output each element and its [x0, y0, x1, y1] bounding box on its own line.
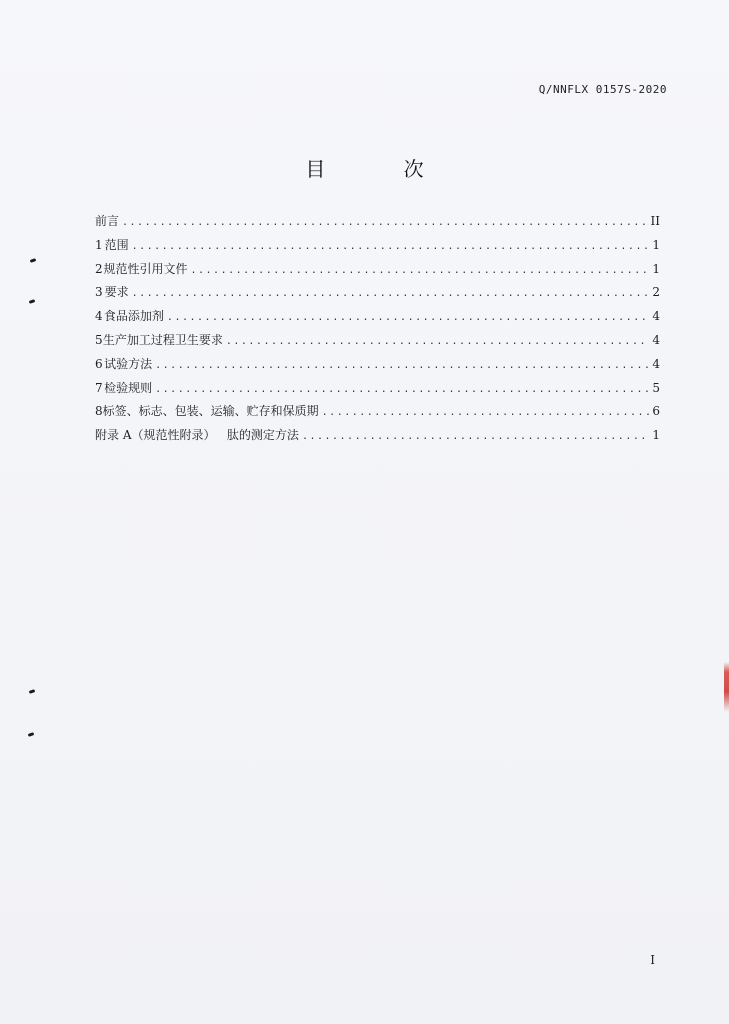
toc-entry-label: 范围	[104, 237, 129, 252]
binding-hole-mark	[28, 732, 35, 737]
toc-entry-requirements[interactable]	[95, 281, 660, 305]
toc-entry-page: 2	[652, 285, 660, 300]
toc-entry-label: 试验方法	[104, 356, 153, 371]
toc-entry-label: 食品添加剂	[103, 309, 164, 324]
toc-entry-inspection-rules[interactable]	[95, 377, 660, 401]
toc-leader-dots	[167, 306, 649, 330]
toc-leader-dots	[302, 425, 649, 449]
toc-entry-page: 6	[652, 404, 660, 419]
toc-leader-dots	[155, 378, 649, 402]
toc-entry-page: 1	[652, 237, 660, 252]
toc-entry-foreword[interactable]	[95, 210, 660, 234]
toc-entry-labeling-packaging[interactable]	[95, 400, 660, 424]
toc-entry-food-additives[interactable]	[95, 305, 660, 329]
binding-hole-mark	[29, 299, 36, 304]
toc-leader-dots	[132, 235, 650, 259]
binding-hole-mark	[29, 689, 36, 694]
toc-entry-number: 5	[95, 332, 103, 347]
toc-entry-hygiene-requirements[interactable]	[95, 329, 660, 353]
toc-entry-test-methods[interactable]	[95, 353, 660, 377]
toc-entry-label: 规范性引用文件	[103, 261, 188, 276]
toc-entry-appendix-a[interactable]	[95, 424, 660, 448]
toc-entry-label: 前言	[95, 214, 120, 228]
page-title: 目 次	[305, 157, 460, 181]
toc-entry-number: 3	[95, 285, 103, 300]
toc-entry-number: 1	[95, 237, 103, 252]
toc-entry-number: 2	[95, 261, 103, 276]
toc-leader-dots	[322, 401, 650, 425]
toc-entry-normative-references[interactable]	[95, 258, 660, 282]
toc-entry-number: 6	[95, 356, 103, 371]
seal-stamp-edge	[724, 662, 729, 712]
toc-entry-label: 要求	[104, 285, 129, 300]
toc-leader-dots	[132, 282, 650, 306]
toc-entry-label: 检验规则	[104, 380, 153, 395]
toc-leader-dots	[226, 330, 650, 354]
toc-entry-page: 5	[652, 380, 660, 395]
binding-hole-mark	[30, 258, 37, 263]
page-number: I	[650, 953, 655, 967]
toc-leader-dots	[190, 259, 649, 283]
toc-entry-number: 7	[95, 380, 103, 395]
toc-entry-label: 生产加工过程卫生要求	[102, 332, 223, 347]
toc-entry-page: II	[650, 214, 660, 228]
toc-entry-label: 附录 A（规范性附录） 肽的测定方法	[95, 428, 299, 443]
toc-entry-label: 标签、标志、包装、运输、贮存和保质期	[102, 404, 319, 419]
toc-leader-dots	[155, 354, 649, 378]
toc-entry-page: 1	[652, 428, 660, 443]
toc-entry-page: 4	[652, 309, 660, 324]
toc-entry-page: 1	[652, 261, 660, 276]
toc-entry-number: 4	[95, 309, 103, 324]
toc-entry-number: 8	[95, 404, 103, 419]
toc-entry-page: 4	[652, 356, 660, 371]
document-code: Q/NNFLX 0157S-2020	[538, 83, 667, 96]
toc-entry-scope[interactable]	[95, 234, 660, 258]
toc-leader-dots	[122, 211, 648, 235]
table-of-contents	[95, 210, 660, 448]
toc-entry-page: 4	[652, 332, 660, 347]
